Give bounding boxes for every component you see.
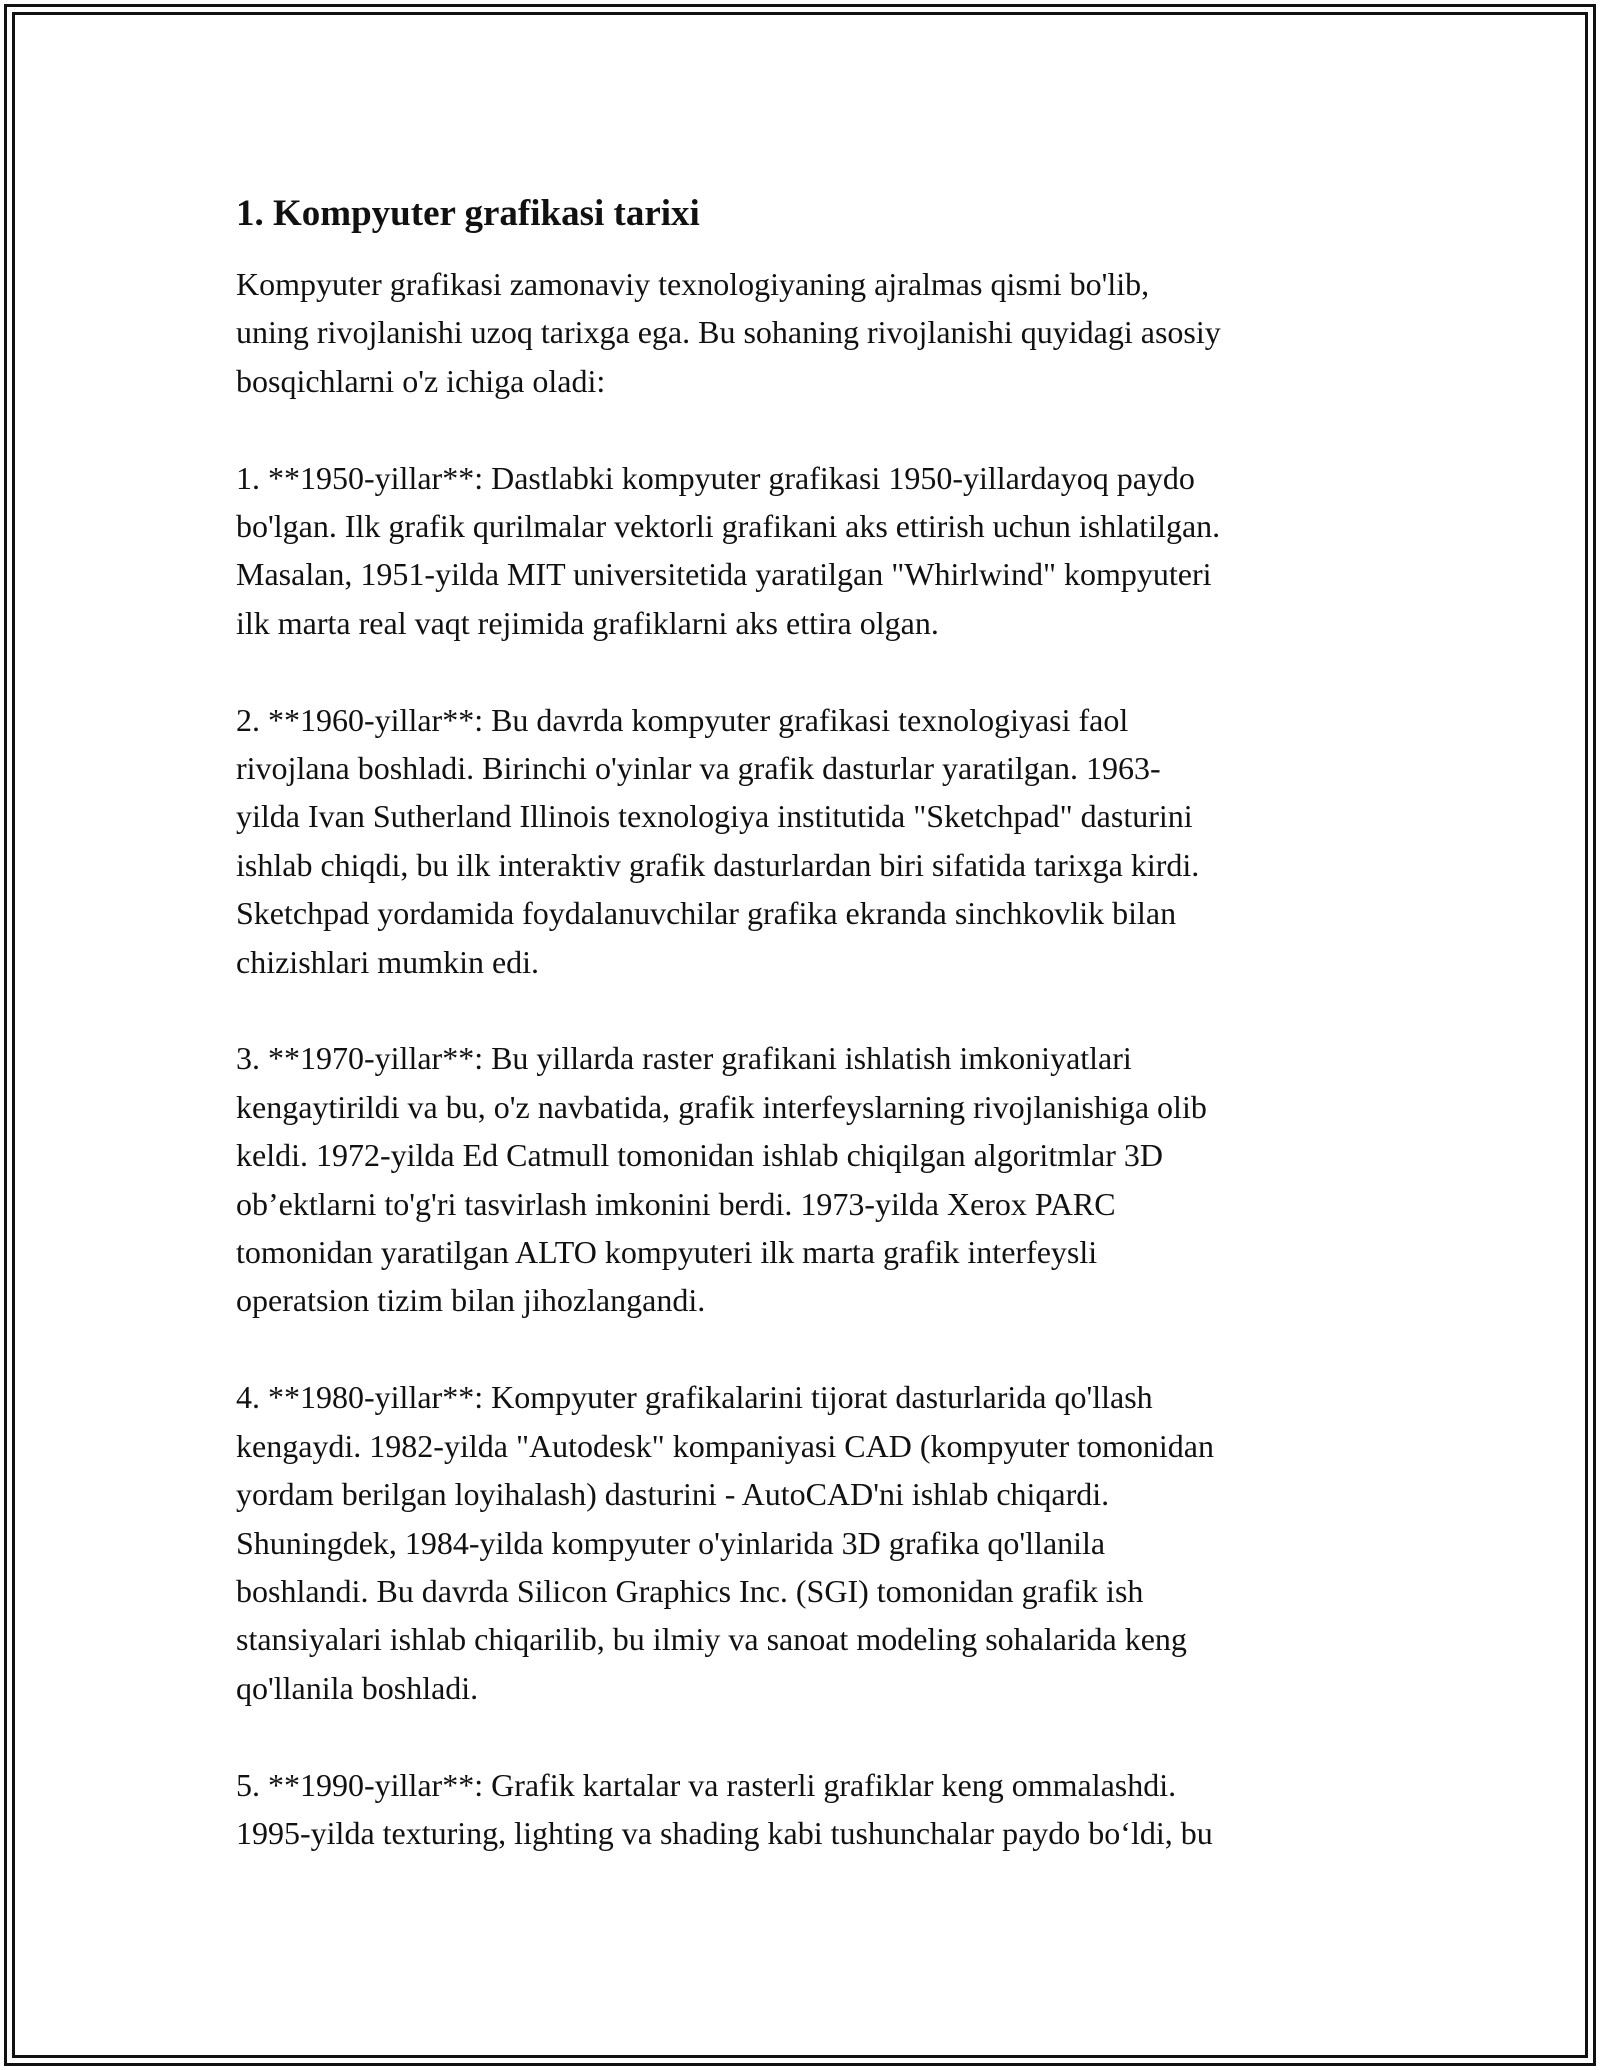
text-line: keldi. 1972-yilda Ed Catmull tomonidan ishlab chiqilgan algoritmlar 3D	[236, 1137, 1163, 1174]
text-line: 3. **1970-yillar**: Bu yillarda raster grafikani ishlatish imkoniyatlari	[236, 1040, 1132, 1077]
text-line: uning rivojlanishi uzoq tarixga ega. Bu sohaning rivojlanishi quyidagi asosiy	[236, 314, 1221, 351]
text-line: boshlandi. Bu davrda Silicon Graphics Inc. (SGI) tomonidan grafik ish	[236, 1572, 1144, 1609]
text-line: Kompyuter grafikasi zamonaviy texnologiyaning ajralmas qismi bo'lib,	[236, 266, 1150, 302]
text-line: operatsion tizim bilan jihozlangandi.	[236, 1282, 706, 1319]
text-line: rivojlana boshladi. Birinchi o'yinlar va grafik dasturlar yaratilgan. 1963-	[236, 750, 1161, 787]
text-line: bo'lgan. Ilk grafik qurilmalar vektorli grafikani aks ettirish uchun ishlatilgan.	[236, 508, 1221, 545]
text-line: Sketchpad yordamida foydalanuvchilar grafika ekranda sinchkovlik bilan	[236, 895, 1177, 932]
text-line: ilk marta real vaqt rejimida grafiklarni aks ettira olgan.	[236, 604, 939, 641]
text-line: 4. **1980-yillar**: Kompyuter grafikalarini tijorat dasturlarida qo'llash	[236, 1379, 1153, 1416]
text-line: tomonidan yaratilgan ALTO kompyuteri ilk marta grafik interfeysli	[236, 1234, 1098, 1271]
text-line: yilda Ivan Sutherland Illinois texnologiya institutida "Sketchpad" dasturini	[236, 798, 1193, 835]
text-line: Masalan, 1951-yilda MIT universitetida yaratilgan "Whirlwind" kompyuteri	[236, 556, 1212, 593]
document-body	[236, 188, 1386, 1857]
intro-paragraph	[236, 260, 1386, 405]
text-line: kengaytirildi va bu, o'z navbatida, grafik interfeyslarning rivojlanishiga olib	[236, 1088, 1207, 1125]
text-line: yordam berilgan loyihalash) dasturini - AutoCAD'ni ishlab chiqardi.	[236, 1476, 1110, 1513]
text-line: stansiyalari ishlab chiqarilib, bu ilmiy va sanoat modeling sohalarida keng	[236, 1621, 1187, 1658]
text-line: chizishlari mumkin edi.	[236, 943, 540, 980]
list-item-1950s	[236, 454, 1386, 648]
list-item-1970s	[236, 1034, 1386, 1324]
text-line: ob’ektlarni to'g'ri tasvirlash imkonini berdi. 1973-yilda Xerox PARC	[236, 1185, 1116, 1222]
list-item-1990s	[236, 1761, 1386, 1858]
text-line: 1995-yilda texturing, lighting va shading kabi tushunchalar paydo bo‘ldi, bu	[236, 1814, 1213, 1851]
text-line: 2. **1960-yillar**: Bu davrda kompyuter grafikasi texnologiyasi faol	[236, 701, 1129, 738]
text-line: 1. **1950-yillar**: Dastlabki kompyuter grafikasi 1950-yillardayoq paydo	[236, 459, 1195, 496]
list-item-1960s	[236, 696, 1386, 986]
text-line: kengaydi. 1982-yilda "Autodesk" kompaniyasi CAD (kompyuter tomonidan	[236, 1427, 1214, 1464]
text-line: bosqichlarni o'z ichiga oladi:	[236, 362, 606, 399]
text-line: ishlab chiqdi, bu ilk interaktiv grafik dasturlardan biri sifatida tarixga kirdi.	[236, 846, 1200, 883]
text-line: qo'llanila boshladi.	[236, 1669, 479, 1706]
list-item-1980s	[236, 1373, 1386, 1712]
text-line: 5. **1990-yillar**: Grafik kartalar va rasterli grafiklar keng ommalashdi.	[236, 1766, 1177, 1803]
text-line: Shuningdek, 1984-yilda kompyuter o'yinlarida 3D grafika qo'llanila	[236, 1524, 1106, 1561]
section-heading: 1. Kompyuter grafikasi tarixi	[236, 193, 700, 234]
